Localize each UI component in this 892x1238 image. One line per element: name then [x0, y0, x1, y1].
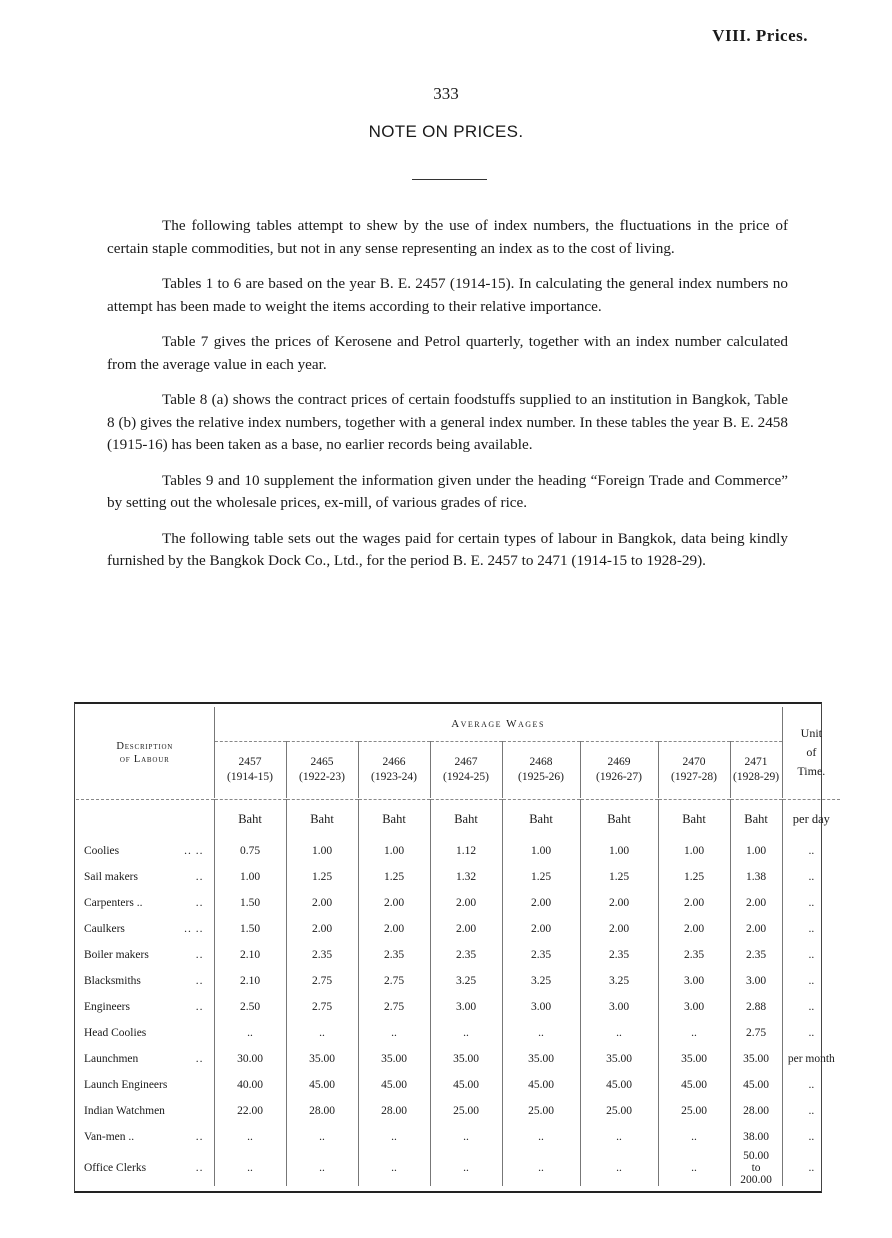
- wage-cell: 2.00: [430, 916, 502, 942]
- year-header: 2471 (1928-29): [730, 742, 782, 799]
- wage-cell: ..: [502, 1020, 580, 1046]
- wage-cell: 40.00: [214, 1072, 286, 1098]
- wage-cell: 2.00: [658, 890, 730, 916]
- labour-type: Launchmen ..: [84, 1053, 204, 1065]
- wage-cell: 2.35: [502, 942, 580, 968]
- wage-cell: 35.00: [286, 1046, 358, 1072]
- wage-cell: ..: [580, 1150, 658, 1186]
- paragraph: Table 7 gives the prices of Kerosene and Petrol quarterly, together with an index number calculated from the average value in each year.: [107, 333, 788, 373]
- wage-cell: 2.35: [430, 942, 502, 968]
- year-header: 2470 (1927-28): [658, 742, 730, 799]
- wage-cell: 1.25: [286, 864, 358, 890]
- wage-cell: 35.00: [730, 1046, 782, 1072]
- labour-type: Blacksmiths ..: [84, 975, 204, 987]
- currency-label: Baht: [214, 800, 286, 839]
- wage-cell: 3.00: [580, 994, 658, 1020]
- table-row: [76, 1020, 840, 1046]
- wage-cell: 45.00: [430, 1072, 502, 1098]
- time-unit: ..: [782, 1124, 840, 1150]
- wage-cell: 1.00: [286, 838, 358, 864]
- wage-cell: 35.00: [580, 1046, 658, 1072]
- wage-cell: ..: [358, 1150, 430, 1186]
- currency-label: Baht: [580, 800, 658, 839]
- table-row: [76, 1072, 840, 1098]
- table-row: [76, 942, 840, 968]
- labour-type: Sail makers ..: [84, 871, 204, 883]
- labour-type: Engineers ..: [84, 1001, 204, 1013]
- time-unit: ..: [782, 994, 840, 1020]
- time-unit: ..: [782, 1150, 840, 1186]
- wage-cell: 2.00: [502, 916, 580, 942]
- page-number: 333: [433, 84, 459, 103]
- year-header: 2465 (1922-23): [286, 742, 358, 799]
- wage-cell: 2.75: [358, 968, 430, 994]
- currency-label: Baht: [430, 800, 502, 839]
- wage-cell: 38.00: [730, 1124, 782, 1150]
- wage-cell: 30.00: [214, 1046, 286, 1072]
- wage-cell: 2.75: [730, 1020, 782, 1046]
- average-wages-header: Average Wages: [214, 707, 782, 742]
- labour-type: Launch Engineers: [84, 1079, 168, 1091]
- wage-cell: 35.00: [502, 1046, 580, 1072]
- wage-cell: 25.00: [658, 1098, 730, 1124]
- wage-cell: 1.25: [580, 864, 658, 890]
- labour-type: Van-men .. ..: [84, 1131, 204, 1143]
- description-header: Description of Labour: [116, 740, 174, 765]
- labour-type: Indian Watchmen: [84, 1105, 165, 1117]
- wage-cell: 2.35: [286, 942, 358, 968]
- time-unit: ..: [782, 864, 840, 890]
- wage-cell: 2.00: [358, 890, 430, 916]
- year-header: 2457 (1914-15): [214, 742, 286, 799]
- wage-cell: 2.00: [580, 890, 658, 916]
- paragraph: The following tables attempt to shew by the use of index numbers, the fluctuations in the price of certain staple commodities, but not in any sense representing an index as to the cost of living.: [107, 217, 788, 257]
- wage-cell: 1.12: [430, 838, 502, 864]
- wage-cell: 2.88: [730, 994, 782, 1020]
- wage-cell: 2.00: [358, 916, 430, 942]
- wage-cell: 2.00: [286, 890, 358, 916]
- wages-table: [76, 707, 840, 1186]
- wage-cell: ..: [430, 1020, 502, 1046]
- wage-cell: ..: [358, 1124, 430, 1150]
- wage-cell: 2.75: [286, 994, 358, 1020]
- wage-cell: 2.00: [430, 890, 502, 916]
- wage-cell: ..: [580, 1020, 658, 1046]
- wage-cell: 45.00: [286, 1072, 358, 1098]
- wage-cell: 1.50: [214, 916, 286, 942]
- wage-cell: 35.00: [358, 1046, 430, 1072]
- year-header: 2467 (1924-25): [430, 742, 502, 799]
- wage-cell: 3.00: [430, 994, 502, 1020]
- wage-cell: ..: [214, 1020, 286, 1046]
- wage-cell: 45.00: [502, 1072, 580, 1098]
- wage-cell: ..: [286, 1020, 358, 1046]
- wage-cell: 1.32: [430, 864, 502, 890]
- unit-label: per day: [782, 800, 840, 839]
- wage-cell: 3.00: [658, 968, 730, 994]
- wage-cell: 45.00: [358, 1072, 430, 1098]
- wage-cell: 1.00: [580, 838, 658, 864]
- wage-cell: 2.00: [502, 890, 580, 916]
- wage-cell: 45.00: [658, 1072, 730, 1098]
- year-header: 2466 (1923-24): [358, 742, 430, 799]
- units-row-blank: [76, 800, 214, 839]
- time-unit: ..: [782, 1020, 840, 1046]
- wage-cell: 25.00: [430, 1098, 502, 1124]
- time-unit: ..: [782, 1098, 840, 1124]
- wage-cell: ..: [358, 1020, 430, 1046]
- table-row: [76, 890, 840, 916]
- wage-cell: ..: [502, 1150, 580, 1186]
- time-unit: per month: [782, 1046, 840, 1072]
- paragraph: The following table sets out the wages paid for certain types of labour in Bangkok, data being kindly furnished by the Bangkok Dock Co., Ltd., for the period B. E. 2457 to 2471 (1914-15 to 1928-29).: [107, 529, 788, 569]
- wage-cell: 1.25: [502, 864, 580, 890]
- time-unit: ..: [782, 890, 840, 916]
- wage-cell: 35.00: [658, 1046, 730, 1072]
- table-row: [76, 1124, 840, 1150]
- wage-cell: 2.10: [214, 968, 286, 994]
- table-row: [76, 1098, 840, 1124]
- year-header: 2469 (1926-27): [580, 742, 658, 799]
- table-row: [76, 968, 840, 994]
- wage-cell: 2.00: [580, 916, 658, 942]
- wage-cell: ..: [430, 1150, 502, 1186]
- title-divider: [412, 179, 487, 180]
- time-unit: ..: [782, 916, 840, 942]
- wage-cell: 2.00: [730, 890, 782, 916]
- unit-header: Unit of Time.: [782, 707, 840, 798]
- wage-cell: 3.25: [580, 968, 658, 994]
- wage-cell: 1.50: [214, 890, 286, 916]
- paragraph: Tables 1 to 6 are based on the year B. E. 2457 (1914-15). In calculating the general index numbers no attempt has been made to weight the items according to their relative importance.: [107, 275, 788, 315]
- table-row: [76, 994, 840, 1020]
- labour-type: Carpenters .. ..: [84, 897, 204, 909]
- paragraph: Tables 9 and 10 supplement the information given under the heading “Foreign Trade and Commerce” by setting out the wholesale prices, ex-mill, of various grades of rice.: [107, 471, 788, 511]
- currency-label: Baht: [730, 800, 782, 839]
- time-unit: ..: [782, 1072, 840, 1098]
- wage-cell: 3.25: [430, 968, 502, 994]
- wage-cell: 1.00: [658, 838, 730, 864]
- wage-cell: 1.25: [658, 864, 730, 890]
- wage-cell: 28.00: [730, 1098, 782, 1124]
- wage-cell: ..: [658, 1150, 730, 1186]
- wage-cell: 1.00: [730, 838, 782, 864]
- wage-cell: 1.00: [214, 864, 286, 890]
- body-text: [107, 215, 788, 586]
- wage-cell: 3.25: [502, 968, 580, 994]
- wage-cell: ..: [214, 1124, 286, 1150]
- table-row: [76, 1046, 840, 1072]
- labour-type: Head Coolies: [84, 1027, 147, 1039]
- wage-cell: 2.50: [214, 994, 286, 1020]
- wage-cell: ..: [580, 1124, 658, 1150]
- wage-cell: 1.00: [358, 838, 430, 864]
- wage-cell: 3.00: [730, 968, 782, 994]
- wage-cell: 2.75: [286, 968, 358, 994]
- wage-cell: ..: [286, 1124, 358, 1150]
- table-row: [76, 916, 840, 942]
- currency-label: Baht: [358, 800, 430, 839]
- wage-cell: 2.35: [730, 942, 782, 968]
- wage-cell: 45.00: [730, 1072, 782, 1098]
- wage-cell: 28.00: [286, 1098, 358, 1124]
- wage-cell: ..: [658, 1020, 730, 1046]
- wage-cell: 2.75: [358, 994, 430, 1020]
- wage-cell: 0.75: [214, 838, 286, 864]
- wage-cell: 2.00: [658, 916, 730, 942]
- wage-cell: 2.35: [658, 942, 730, 968]
- wage-cell: 2.35: [580, 942, 658, 968]
- currency-label: Baht: [502, 800, 580, 839]
- wage-cell: 28.00: [358, 1098, 430, 1124]
- wage-cell: 22.00: [214, 1098, 286, 1124]
- wage-cell: 1.00: [502, 838, 580, 864]
- table-row: [76, 864, 840, 890]
- table-row: [76, 1150, 840, 1186]
- currency-label: Baht: [658, 800, 730, 839]
- labour-type: Office Clerks ..: [84, 1162, 204, 1174]
- labour-type: Boiler makers ..: [84, 949, 204, 961]
- wage-cell: 2.00: [286, 916, 358, 942]
- labour-type: Coolies .. ..: [84, 845, 204, 857]
- year-header: 2468 (1925-26): [502, 742, 580, 799]
- page-title: NOTE ON PRICES.: [368, 122, 524, 141]
- wage-cell: 35.00: [430, 1046, 502, 1072]
- time-unit: ..: [782, 968, 840, 994]
- wage-cell: 1.38: [730, 864, 782, 890]
- wage-cell: 45.00: [580, 1072, 658, 1098]
- paragraph: Table 8 (a) shows the contract prices of certain foodstuffs supplied to an institution in Bangkok, Table 8 (b) gives the relative index numbers, together with a general index number. In these tables the year B. E. 2458 (1915-16) has been taken as a base, no earlier records being available.: [107, 391, 788, 453]
- currency-label: Baht: [286, 800, 358, 839]
- wage-cell: ..: [214, 1150, 286, 1186]
- time-unit: ..: [782, 942, 840, 968]
- wage-cell: 2.10: [214, 942, 286, 968]
- table-row: [76, 838, 840, 864]
- wage-cell: 3.00: [502, 994, 580, 1020]
- wage-cell: 1.25: [358, 864, 430, 890]
- wage-cell: 2.00: [730, 916, 782, 942]
- labour-type: Caulkers .. ..: [84, 923, 204, 935]
- wage-cell: ..: [430, 1124, 502, 1150]
- section-header: VIII. Prices.: [712, 26, 808, 45]
- wage-cell: ..: [286, 1150, 358, 1186]
- wage-cell: 25.00: [580, 1098, 658, 1124]
- wage-cell: 50.00 to 200.00: [730, 1150, 782, 1186]
- wage-cell: ..: [658, 1124, 730, 1150]
- wage-cell: 25.00: [502, 1098, 580, 1124]
- wage-cell: 3.00: [658, 994, 730, 1020]
- wage-cell: ..: [502, 1124, 580, 1150]
- time-unit: ..: [782, 838, 840, 864]
- wage-cell: 2.35: [358, 942, 430, 968]
